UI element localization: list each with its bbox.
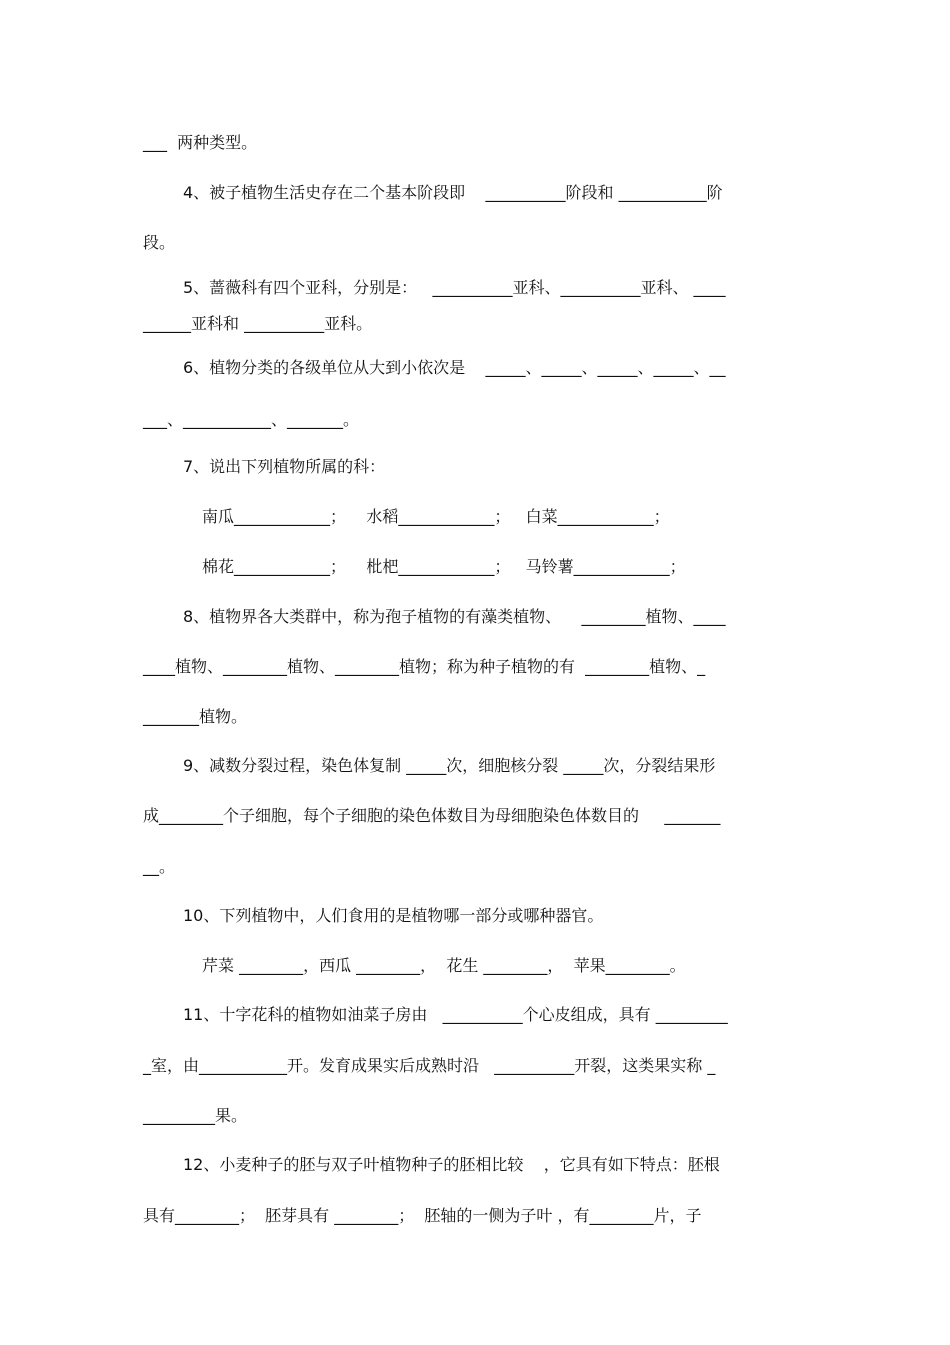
question-11-line-1: 11、十字花科的植物如油菜子房由 __________个心皮组成，具有 _________ [183,1005,728,1024]
question-5-line-2: ______亚科和 __________亚科。 [143,314,373,333]
question-8-line-1: 8、植物界各大类群中，称为孢子植物的有藻类植物、 ________植物、____ [183,607,726,626]
question-8-line-3: _______植物。 [143,707,248,726]
question-4-line-1: 4、被子植物生活史存在二个基本阶段即 __________阶段和 ___________阶 [183,183,723,202]
question-10-line-1: 10、下列植物中，人们食用的是植物哪一部分或哪种器官。 [183,906,604,925]
question-9-line-1: 9、减数分裂过程，染色体复制 _____次，细胞核分裂 _____次，分裂结果形 [183,756,716,775]
question-6-line-2: ___、___________、_______。 [143,410,360,429]
question-5-line-1: 5、蔷薇科有四个亚科，分别是： __________亚科、__________亚科、 ____ [183,278,726,297]
question-12-line-1: 12、小麦种子的胚与双子叶植物种子的胚相比较 ，它具有如下特点：胚根 [183,1155,720,1174]
text-line-1: ___ 两种类型。 [143,133,258,152]
question-11-line-2: _室，由___________开。发育成果实后成熟时沿 __________开裂，这类果实称 _ [143,1056,716,1075]
question-7-line-1: 7、说出下列植物所属的科： [183,457,386,476]
question-10-line-2: 芹菜 ________，西瓜 ________， 花生 ________， 苹果________。 [202,956,686,975]
question-7-line-3: 棉花____________； 枇杷____________； 马铃薯____________； [202,557,686,576]
question-8-line-2: ____植物、________植物、________植物；称为种子植物的有 ________植物、_ [143,657,706,676]
question-12-line-2: 具有________； 胚芽具有 ________； 胚轴的一侧为子叶 ，有________片，子 [143,1206,702,1225]
question-9-line-2: 成________个子细胞，每个子细胞的染色体数目为母细胞染色体数目的 _______ [143,806,721,825]
question-6-line-1: 6、植物分类的各级单位从大到小依次是 _____、_____、_____、_____、__ [183,358,726,377]
question-7-line-2: 南瓜____________； 水稻____________； 白菜____________； [202,507,670,526]
question-11-line-3: _________果。 [143,1106,248,1125]
question-9-line-3: __。 [143,857,176,876]
question-4-line-2: 段。 [143,233,176,252]
